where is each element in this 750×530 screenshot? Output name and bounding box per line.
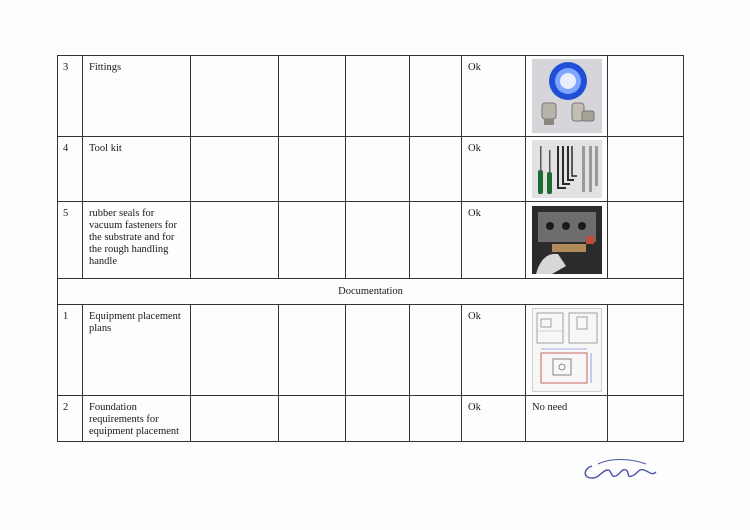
photo-cell bbox=[526, 202, 608, 279]
row-number: 4 bbox=[58, 137, 83, 202]
tool-kit-photo bbox=[532, 140, 602, 198]
row-number: 5 bbox=[58, 202, 83, 279]
item-name: Fittings bbox=[83, 56, 191, 137]
empty-cell bbox=[191, 202, 279, 279]
item-status: Ok bbox=[462, 305, 526, 396]
empty-cell bbox=[608, 396, 684, 442]
placement-plan-image bbox=[533, 309, 601, 391]
empty-cell bbox=[279, 202, 346, 279]
photo-cell bbox=[526, 137, 608, 202]
empty-cell bbox=[279, 396, 346, 442]
placement-plan-drawing bbox=[532, 308, 602, 392]
empty-cell bbox=[346, 202, 410, 279]
rubber-seals-photo bbox=[532, 206, 602, 274]
item-status: Ok bbox=[462, 202, 526, 279]
empty-cell bbox=[191, 56, 279, 137]
row-number: 2 bbox=[58, 396, 83, 442]
empty-cell bbox=[410, 396, 462, 442]
empty-cell bbox=[608, 202, 684, 279]
item-note: No need bbox=[526, 396, 608, 442]
item-name: Foundation requirements for equipment placement bbox=[83, 396, 191, 442]
fittings-photo bbox=[532, 59, 602, 133]
section-row bbox=[58, 279, 684, 305]
empty-cell bbox=[346, 56, 410, 137]
section-title: Documentation bbox=[58, 279, 684, 305]
item-name: Equipment placement plans bbox=[83, 305, 191, 396]
item-status: Ok bbox=[462, 137, 526, 202]
empty-cell bbox=[279, 56, 346, 137]
table-row bbox=[58, 56, 684, 137]
empty-cell bbox=[191, 396, 279, 442]
signature bbox=[580, 456, 658, 484]
empty-cell bbox=[279, 137, 346, 202]
empty-cell bbox=[346, 396, 410, 442]
empty-cell bbox=[346, 305, 410, 396]
table-row bbox=[58, 396, 684, 442]
table-row bbox=[58, 305, 684, 396]
tool-kit-image bbox=[532, 140, 602, 198]
item-name: Tool kit bbox=[83, 137, 191, 202]
empty-cell bbox=[410, 202, 462, 279]
empty-cell bbox=[608, 137, 684, 202]
empty-cell bbox=[191, 305, 279, 396]
item-name: rubber seals for vacuum fasteners for the substrate and for the rough handling handle bbox=[83, 202, 191, 279]
row-number: 1 bbox=[58, 305, 83, 396]
rubber-seals-image bbox=[532, 206, 602, 274]
empty-cell bbox=[608, 56, 684, 137]
empty-cell bbox=[191, 137, 279, 202]
row-number: 3 bbox=[58, 56, 83, 137]
photo-cell bbox=[526, 305, 608, 396]
item-status: Ok bbox=[462, 396, 526, 442]
photo-cell bbox=[526, 56, 608, 137]
empty-cell bbox=[279, 305, 346, 396]
empty-cell bbox=[410, 56, 462, 137]
equipment-table bbox=[57, 55, 684, 442]
empty-cell bbox=[410, 137, 462, 202]
empty-cell bbox=[608, 305, 684, 396]
item-status: Ok bbox=[462, 56, 526, 137]
table-row bbox=[58, 202, 684, 279]
table-row bbox=[58, 137, 684, 202]
fittings-image bbox=[532, 59, 602, 133]
empty-cell bbox=[346, 137, 410, 202]
empty-cell bbox=[410, 305, 462, 396]
